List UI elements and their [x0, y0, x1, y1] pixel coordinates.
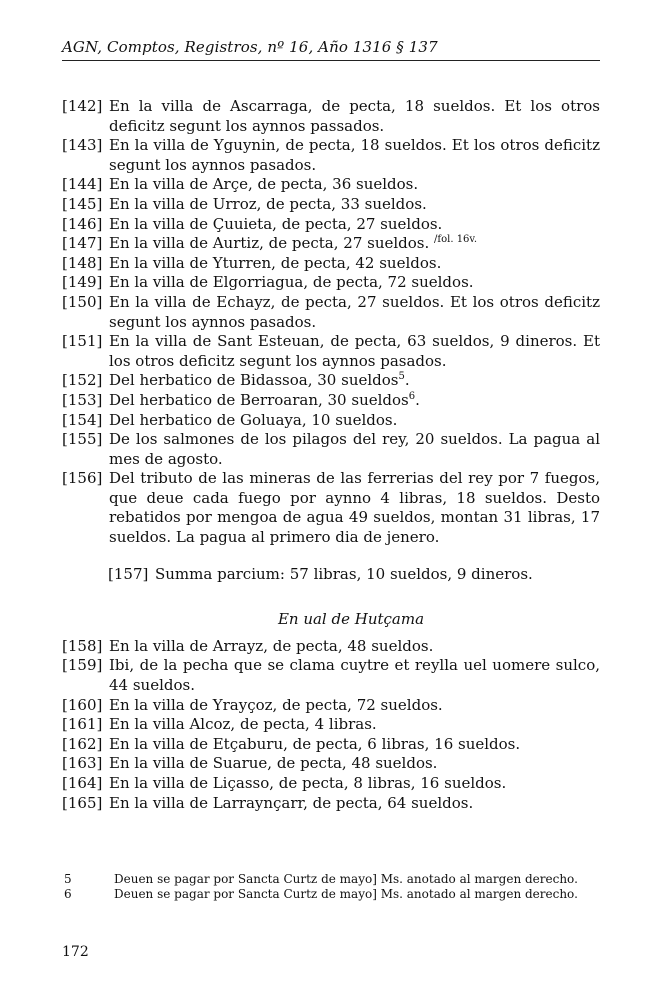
entry	[62, 234, 600, 254]
entry	[62, 637, 600, 657]
entry	[62, 293, 600, 332]
section-title: En ual de Hutçama	[277, 610, 425, 629]
entry-number: [160]	[62, 695, 103, 714]
footnote	[62, 887, 582, 902]
entry	[62, 735, 600, 755]
entry-text: En la villa de Echayz, de pecta, 27 sueldos. Et los otros deficitz segunt los aynnos pasados.	[109, 292, 600, 331]
entry-text: Del herbatico de Berroaran, 30 sueldos	[109, 390, 409, 409]
entry	[62, 469, 600, 547]
folio-marker: /fol. 16v.	[434, 234, 478, 246]
footnotes	[62, 872, 582, 902]
entry	[62, 774, 600, 794]
footnote-text: Deuen se pagar por Sancta Curtz de mayo] Ms. anotado al margen derecho.	[114, 887, 578, 901]
entry-text: En la villa de Ascarraga, de pecta, 18 sueldos. Et los otros deficitz segunt los aynnos passados.	[109, 97, 600, 135]
entries-list-b	[62, 637, 600, 813]
entry	[62, 97, 600, 136]
footnote-ref: 5	[398, 371, 405, 383]
entry-number: [145]	[62, 194, 103, 213]
entry	[62, 254, 600, 274]
entry-text: En la villa de Yguynin, de pecta, 18 sueldos. Et los otros deficitz segunt los aynnos pasados.	[109, 136, 600, 174]
entry-number: [162]	[62, 734, 103, 753]
entry	[62, 656, 600, 695]
entry-text: Del tributo de las mineras de las ferrerias del rey por 7 fuegos, que deue cada fuego por aynno 4 libras, 18 sueldos. Desto rebatidos por mengoa de agua 49 sueldos, montan 31 libras, 17 sueldos. La pagua al primero dia de jenero.	[109, 469, 600, 547]
entry-number: [163]	[62, 754, 103, 773]
entry-text: Summa parcium: 57 libras, 10 sueldos, 9 dineros.	[155, 564, 533, 583]
footnote-text: Deuen se pagar por Sancta Curtz de mayo] Ms. anotado al margen derecho.	[114, 872, 578, 886]
entry-text: En la villa de Sant Esteuan, de pecta, 63 sueldos, 9 dineros. Et los otros deficitz segunt los aynnos pasados.	[109, 332, 600, 370]
entry-text-tail: .	[404, 371, 410, 390]
running-header: AGN, Comptos, Registros, nº 16, Año 1316 § 137	[62, 38, 438, 56]
footnote-number: 5	[64, 872, 72, 886]
entry-number: [156]	[62, 469, 103, 488]
entry-text: En la villa de Urroz, de pecta, 33 sueldos.	[109, 194, 427, 213]
footnote-ref: 6	[408, 390, 416, 402]
summa-entry	[62, 565, 600, 585]
entry-text: Del herbatico de Goluaya, 10 sueldos.	[109, 410, 398, 429]
entry-text: En la villa de Arçe, de pecta, 36 sueldos.	[109, 175, 419, 194]
entry-number: [144]	[62, 175, 103, 194]
entry	[62, 175, 600, 195]
entry	[62, 136, 600, 175]
entry-number: [154]	[62, 410, 103, 429]
entry	[62, 195, 600, 215]
entry	[62, 411, 600, 431]
entry-number: [165]	[62, 793, 103, 812]
page-number: 172	[62, 944, 89, 960]
entry-number: [155]	[62, 430, 103, 449]
entry-text: En la villa de Yturren, de pecta, 42 sueldos.	[109, 253, 442, 272]
entry-text: En la villa de Larraynçarr, de pecta, 64 sueldos.	[109, 793, 474, 812]
entry	[62, 430, 600, 469]
entry-number: [157]	[108, 564, 149, 583]
entry-text: En la villa de Yrayçoz, de pecta, 72 sueldos.	[109, 695, 443, 714]
entry-number: [161]	[62, 715, 103, 734]
entry-number: [142]	[62, 97, 103, 115]
entry-number: [152]	[62, 371, 103, 390]
entry-number: [146]	[62, 214, 103, 233]
entry-text: En la villa de Arrayz, de pecta, 48 sueldos.	[109, 636, 434, 655]
entry-text: En la villa de Liçasso, de pecta, 8 libras, 16 sueldos.	[109, 774, 507, 792]
entry-text: De los salmones de los pilagos del rey, 20 sueldos. La pagua al mes de agosto.	[109, 430, 600, 468]
footnote-list	[62, 872, 582, 902]
entry-number: [147]	[62, 234, 103, 253]
entry-text: En la villa de Elgorriagua, de pecta, 72 sueldos.	[109, 273, 474, 292]
footnote	[62, 872, 582, 887]
entry-text: En la villa de Suarue, de pecta, 48 sueldos.	[109, 754, 438, 773]
main-text	[62, 97, 600, 813]
entry	[62, 215, 600, 235]
entry-text: En la villa Alcoz, de pecta, 4 libras.	[109, 715, 377, 734]
entry-number: [159]	[62, 656, 103, 675]
entry-number: [164]	[62, 774, 103, 792]
entry-number: [143]	[62, 136, 103, 155]
entry-number: [153]	[62, 390, 103, 409]
entry-text: En la villa de Çuuieta, de pecta, 27 sueldos.	[109, 214, 443, 233]
footnote-number: 6	[64, 887, 72, 901]
entry	[62, 391, 600, 411]
entry-text: En la villa de Etçaburu, de pecta, 6 libras, 16 sueldos.	[109, 734, 521, 753]
entry	[62, 696, 600, 716]
entry	[62, 754, 600, 774]
entry-number: [148]	[62, 253, 103, 272]
entry-number: [149]	[62, 273, 103, 292]
entry-text: En la villa de Aurtiz, de pecta, 27 sueldos.	[109, 234, 430, 253]
entries-list-a	[62, 97, 600, 548]
entry	[62, 715, 600, 735]
entry-text: Ibi, de la pecha que se clama cuytre et reylla uel uomere sulco, 44 sueldos.	[109, 656, 600, 695]
entry-number: [150]	[62, 292, 103, 311]
entry	[62, 332, 600, 371]
entry-number: [158]	[62, 636, 103, 655]
entry-text-tail: .	[415, 390, 420, 409]
entry	[62, 794, 600, 814]
entry	[62, 273, 600, 293]
header-rule	[62, 60, 600, 61]
entry	[62, 371, 600, 391]
entry-text: Del herbatico de Bidassoa, 30 sueldos	[109, 371, 399, 390]
entry-number: [151]	[62, 332, 103, 351]
